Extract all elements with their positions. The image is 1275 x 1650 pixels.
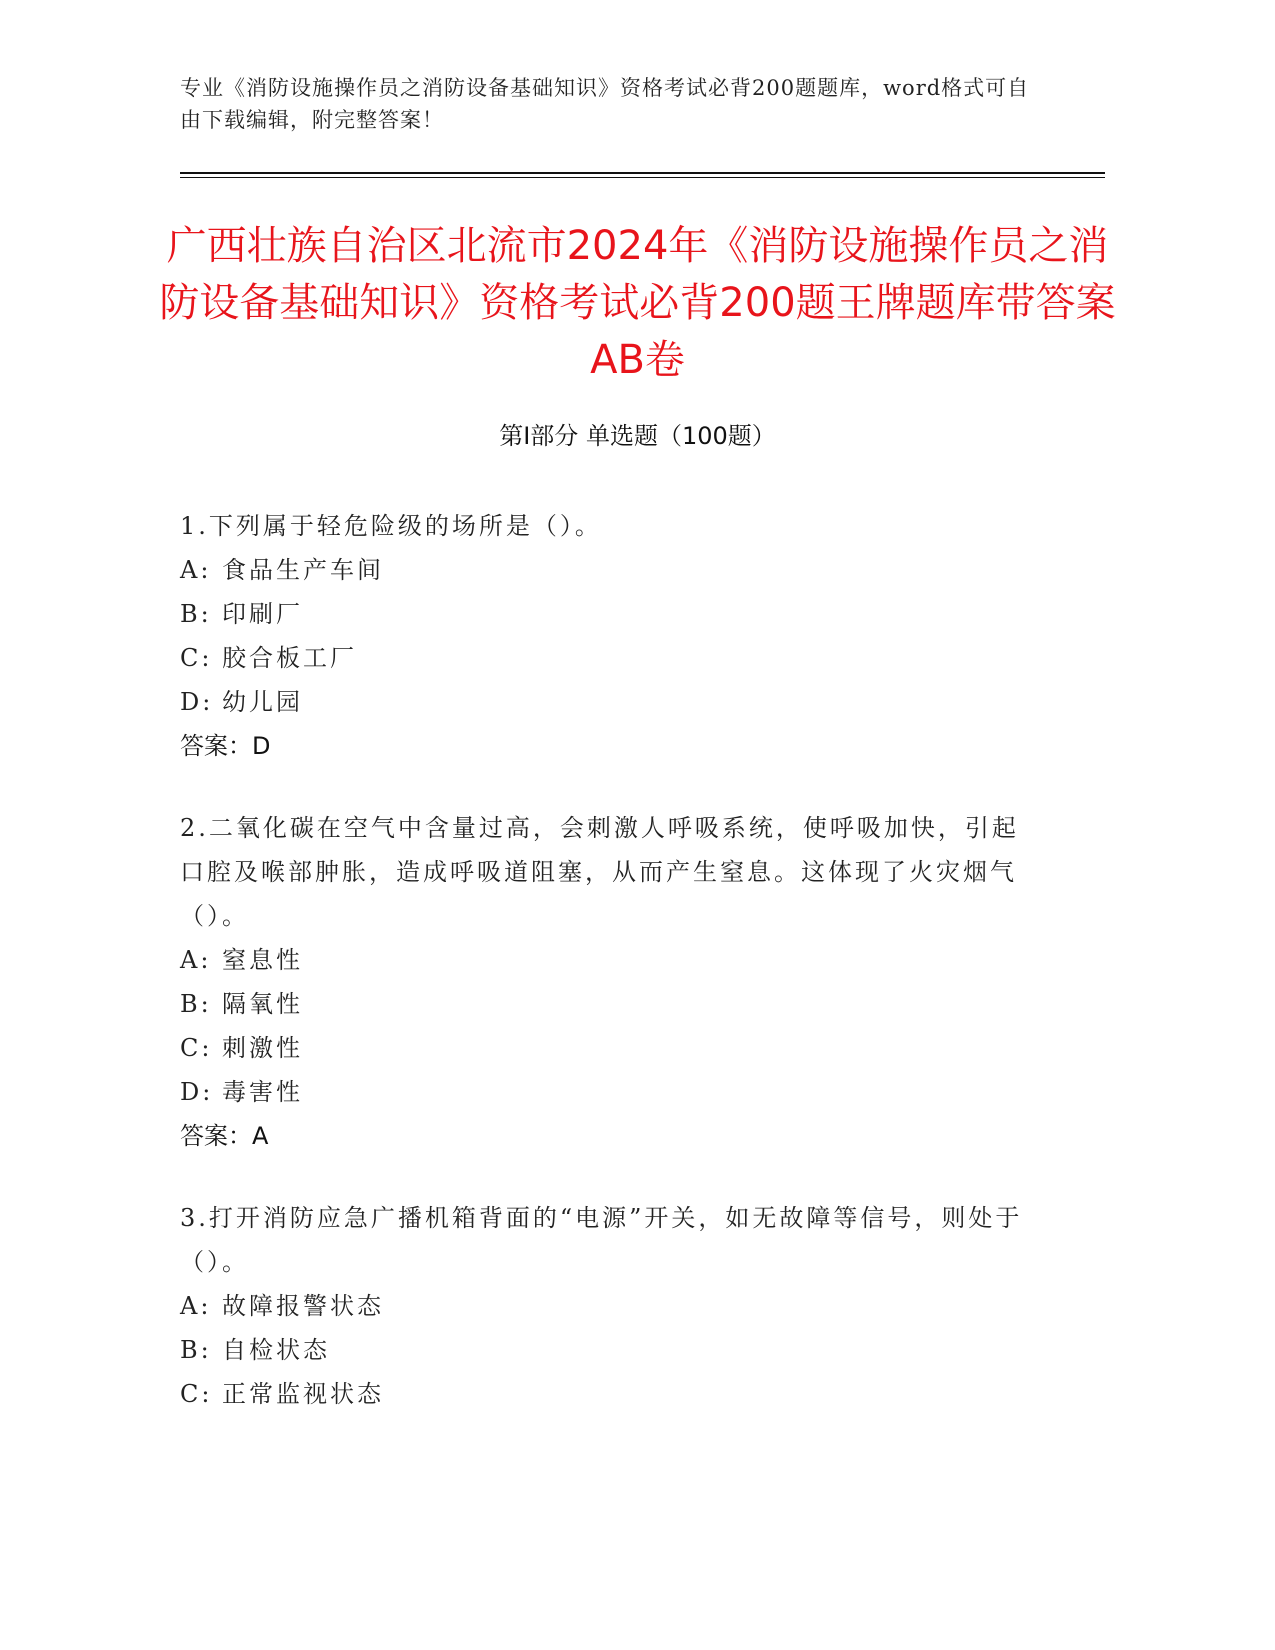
option-key: A: bbox=[180, 946, 212, 974]
question-1 bbox=[180, 504, 1030, 768]
option-text: 刺激性 bbox=[222, 1034, 303, 1062]
option-text: 印刷厂 bbox=[222, 600, 303, 628]
section-title: 第Ⅰ部分 单选题（100题） bbox=[499, 422, 776, 450]
option-key: B: bbox=[180, 1336, 212, 1364]
option-text: 幼儿园 bbox=[222, 688, 303, 716]
header-rule-thin bbox=[180, 177, 1105, 178]
option-text: 自检状态 bbox=[222, 1336, 330, 1364]
option-text: 食品生产车间 bbox=[222, 556, 384, 584]
question-3 bbox=[180, 1196, 1030, 1416]
option-key: D: bbox=[180, 688, 214, 716]
question-stem: 3.打开消防应急广播机箱背面的“电源”开关，如无故障等信号，则处于（）。 bbox=[180, 1204, 1023, 1276]
option-text: 窒息性 bbox=[222, 946, 303, 974]
option-c bbox=[180, 1372, 1030, 1416]
header-rule-thick bbox=[180, 172, 1105, 174]
option-key: B: bbox=[180, 990, 212, 1018]
option-a bbox=[180, 1284, 1030, 1328]
option-key: B: bbox=[180, 600, 212, 628]
question-list bbox=[180, 504, 1030, 1454]
option-c bbox=[180, 1026, 1030, 1070]
question-stem: 2.二氧化碳在空气中含量过高，会刺激人呼吸系统，使呼吸加快，引起口腔及喉部肿胀，造成呼吸道阻塞，从而产生窒息。这体现了火灾烟气（）。 bbox=[180, 814, 1019, 930]
header-note: 专业《消防设施操作员之消防设备基础知识》资格考试必背200题题库，word格式可自由下载编辑，附完整答案！ bbox=[180, 76, 1030, 132]
option-a bbox=[180, 938, 1030, 982]
document-title: 广西壮族自治区北流市2024年《消防设施操作员之消防设备基础知识》资格考试必背200题王牌题库带答案AB卷 bbox=[159, 223, 1116, 383]
answer: 答案：D bbox=[180, 732, 271, 760]
answer: 答案：A bbox=[180, 1122, 269, 1150]
option-key: A: bbox=[180, 556, 212, 584]
option-text: 故障报警状态 bbox=[222, 1292, 384, 1320]
option-a bbox=[180, 548, 1030, 592]
question-stem: 1.下列属于轻危险级的场所是（）。 bbox=[180, 512, 602, 540]
option-text: 正常监视状态 bbox=[222, 1380, 384, 1408]
option-key: C: bbox=[180, 644, 213, 672]
option-b bbox=[180, 1328, 1030, 1372]
option-key: A: bbox=[180, 1292, 212, 1320]
option-d bbox=[180, 680, 1030, 724]
question-2 bbox=[180, 806, 1030, 1158]
option-c bbox=[180, 636, 1030, 680]
option-d bbox=[180, 1070, 1030, 1114]
option-key: D: bbox=[180, 1078, 214, 1106]
option-key: C: bbox=[180, 1380, 213, 1408]
option-text: 毒害性 bbox=[222, 1078, 303, 1106]
option-text: 胶合板工厂 bbox=[222, 644, 357, 672]
option-text: 隔氧性 bbox=[222, 990, 303, 1018]
option-b bbox=[180, 592, 1030, 636]
option-b bbox=[180, 982, 1030, 1026]
option-key: C: bbox=[180, 1034, 213, 1062]
